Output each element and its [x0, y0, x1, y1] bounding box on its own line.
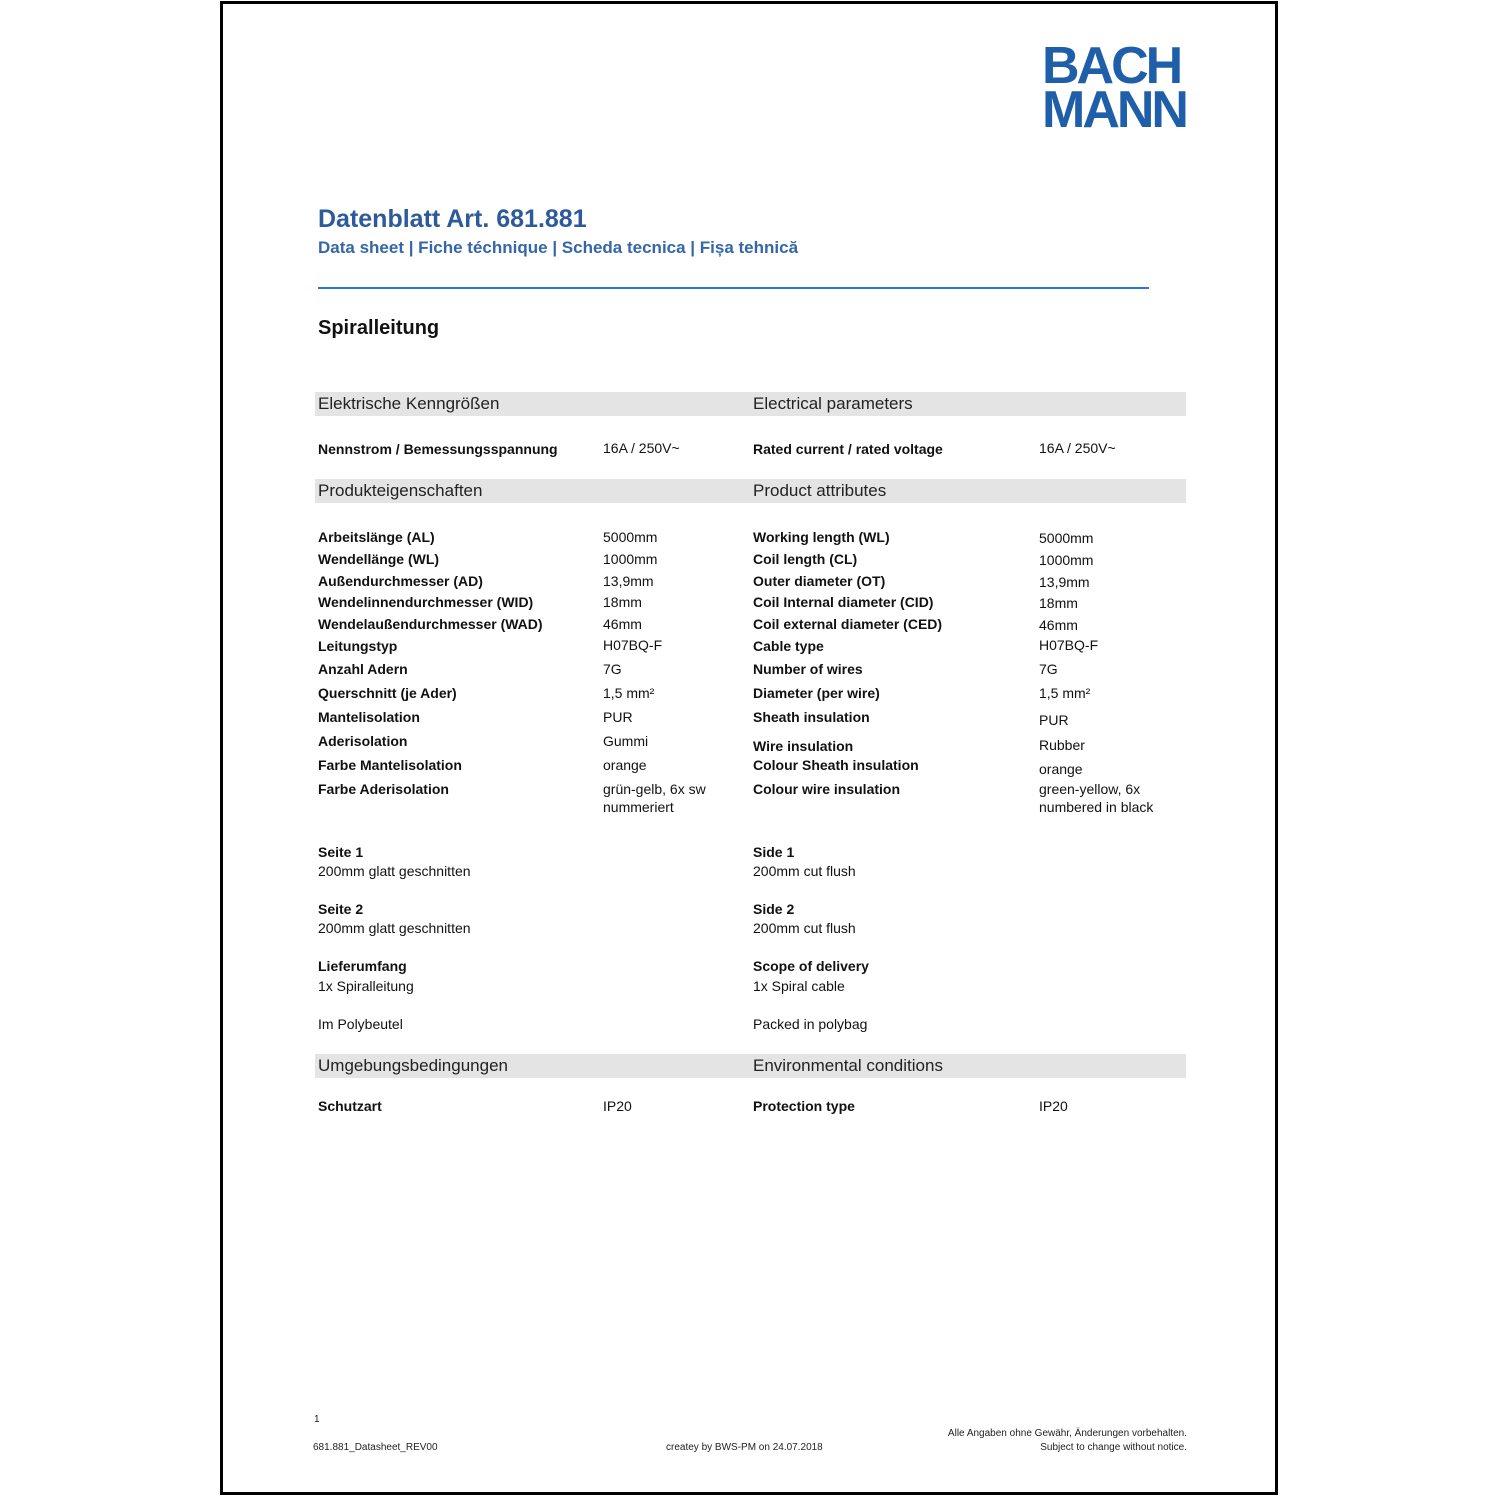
page-number: 1	[314, 1414, 320, 1425]
side2-value-en: 200mm cut flush	[753, 920, 856, 936]
spec-value: 46mm	[603, 616, 642, 632]
section-title-en: Product attributes	[753, 481, 887, 500]
spec-label: Aderisolation	[318, 733, 408, 749]
spec-value: Rubber	[1039, 737, 1085, 753]
spec-value: 13,9mm	[1039, 574, 1090, 590]
spec-label: Number of wires	[753, 661, 863, 677]
spec-label: Farbe Aderisolation	[318, 781, 449, 797]
spec-value: 1000mm	[1039, 552, 1094, 568]
spec-label: Außendurchmesser (AD)	[318, 573, 483, 589]
section-header-electrical	[315, 392, 1186, 416]
spec-value-continued: numbered in black	[1039, 799, 1154, 815]
spec-value: 1,5 mm²	[603, 685, 655, 701]
section-title-de: Umgebungsbedingungen	[318, 1056, 508, 1075]
disclaimer-en: Subject to change without notice.	[1040, 1442, 1187, 1453]
spec-value: 1000mm	[603, 551, 658, 567]
spec-label: Colour Sheath insulation	[753, 757, 919, 773]
side1-label-de: Seite 1	[318, 844, 364, 860]
spec-value: 5000mm	[603, 529, 658, 545]
spec-value: 16A / 250V~	[603, 440, 680, 456]
disclaimer-de: Alle Angaben ohne Gewähr, Änderungen vorbehalten.	[947, 1428, 1187, 1439]
side2-value-de: 200mm glatt geschnitten	[318, 920, 471, 936]
spec-label: Coil Internal diameter (CID)	[753, 594, 934, 610]
side2-label-de: Seite 2	[318, 901, 364, 917]
spec-value: PUR	[603, 709, 633, 725]
spec-label: Arbeitslänge (AL)	[318, 529, 435, 545]
delivery-value-de: 1x Spiralleitung	[318, 978, 414, 994]
header-divider	[318, 287, 1149, 289]
side2-label-en: Side 2	[753, 901, 795, 917]
document-subtitle: Data sheet | Fiche téchnique | Scheda tecnica | Fișa tehnică	[318, 238, 799, 257]
spec-value: IP20	[1039, 1098, 1068, 1114]
delivery-label-en: Scope of delivery	[753, 958, 869, 974]
spec-label: Diameter (per wire)	[753, 685, 880, 701]
delivery-value-en: 1x Spiral cable	[753, 978, 845, 994]
document-title: Datenblatt Art. 681.881	[318, 205, 587, 233]
packing-en: Packed in polybag	[753, 1016, 868, 1032]
section-header-environment	[315, 1054, 1186, 1078]
section-header-product	[315, 479, 1186, 503]
document-id: 681.881_Datasheet_REV00	[313, 1442, 438, 1453]
spec-value: H07BQ-F	[603, 637, 663, 653]
spec-value: 5000mm	[1039, 530, 1094, 546]
spec-label: Outer diameter (OT)	[753, 573, 886, 589]
logo-line-1: BACH	[1042, 37, 1181, 95]
spec-label: Rated current / rated voltage	[753, 441, 943, 457]
side1-value-en: 200mm cut flush	[753, 863, 856, 879]
section-title-de: Produkteigenschaften	[318, 481, 483, 500]
spec-value: Gummi	[603, 733, 649, 749]
spec-value: 46mm	[1039, 617, 1078, 633]
product-name: Spiralleitung	[318, 317, 440, 339]
spec-label: Wendelinnendurchmesser (WID)	[318, 594, 534, 610]
spec-value: 16A / 250V~	[1039, 440, 1116, 456]
spec-label: Sheath insulation	[753, 709, 870, 725]
side1-value-de: 200mm glatt geschnitten	[318, 863, 471, 879]
packing-de: Im Polybeutel	[318, 1016, 403, 1032]
spec-value: IP20	[603, 1098, 632, 1114]
bachmann-logo	[1042, 37, 1188, 139]
section-title-de: Elektrische Kenngrößen	[318, 394, 500, 413]
spec-label: Working length (WL)	[753, 529, 890, 545]
spec-label: Wire insulation	[753, 738, 854, 754]
spec-value: 18mm	[603, 594, 642, 610]
spec-label: Nennstrom / Bemessungsspannung	[318, 441, 558, 457]
spec-value: 7G	[1039, 661, 1058, 677]
spec-label: Cable type	[753, 638, 824, 654]
spec-label: Anzahl Adern	[318, 661, 408, 677]
spec-value: 1,5 mm²	[1039, 685, 1091, 701]
spec-label: Protection type	[753, 1098, 855, 1114]
spec-value: orange	[1039, 761, 1083, 777]
spec-value: grün-gelb, 6x sw	[603, 781, 706, 797]
spec-value: orange	[603, 757, 647, 773]
spec-label: Coil external diameter (CED)	[753, 616, 943, 632]
spec-value: PUR	[1039, 712, 1069, 728]
spec-label: Farbe Mantelisolation	[318, 757, 462, 773]
spec-label: Querschnitt (je Ader)	[318, 685, 457, 701]
spec-value: H07BQ-F	[1039, 637, 1099, 653]
spec-value: 7G	[603, 661, 622, 677]
spec-value: green-yellow, 6x	[1039, 781, 1141, 797]
spec-label: Leitungstyp	[318, 638, 398, 654]
spec-label: Wendelaußendurchmesser (WAD)	[318, 616, 543, 632]
spec-value: 13,9mm	[603, 573, 654, 589]
logo-line-2: MANN	[1042, 81, 1186, 139]
spec-label: Schutzart	[318, 1098, 382, 1114]
spec-label: Colour wire insulation	[753, 781, 901, 797]
spec-label: Coil length (CL)	[753, 551, 858, 567]
side1-label-en: Side 1	[753, 844, 795, 860]
spec-label: Mantelisolation	[318, 709, 420, 725]
section-title-en: Environmental conditions	[753, 1056, 943, 1075]
spec-label: Wendellänge (WL)	[318, 551, 440, 567]
section-title-en: Electrical parameters	[753, 394, 913, 413]
delivery-label-de: Lieferumfang	[318, 958, 407, 974]
spec-value-continued: nummeriert	[603, 799, 674, 815]
spec-value: 18mm	[1039, 595, 1078, 611]
created-by: createy by BWS-PM on 24.07.2018	[666, 1442, 823, 1453]
